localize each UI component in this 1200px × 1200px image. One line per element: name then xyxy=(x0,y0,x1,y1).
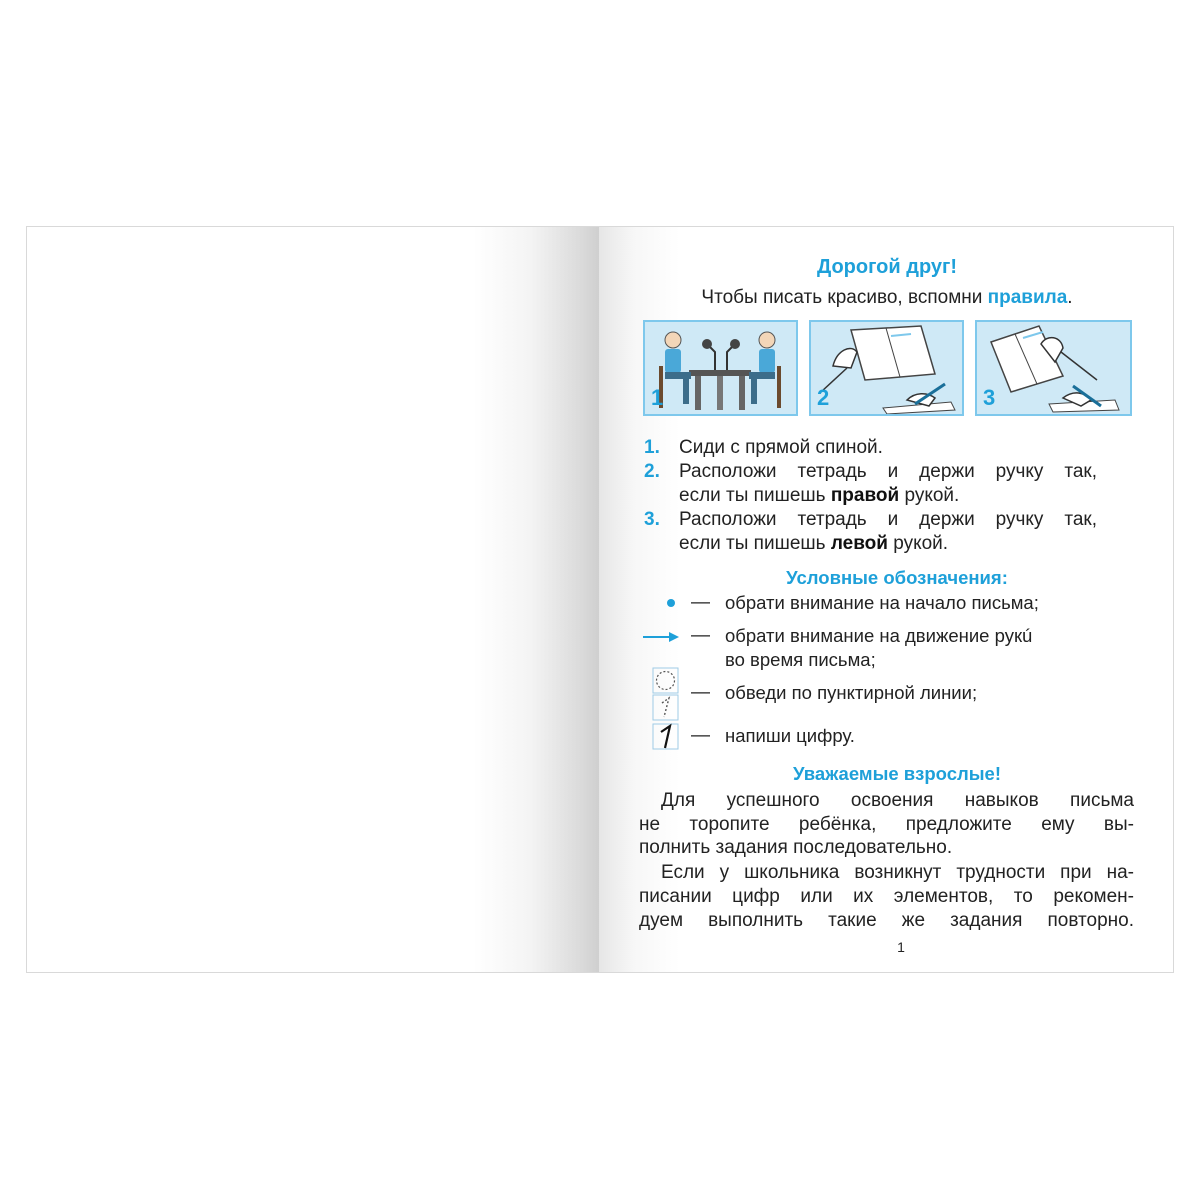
rule-3-line-2 xyxy=(679,533,948,555)
legend-dash-2: — xyxy=(691,625,710,646)
legend-title: Условные обозначения: xyxy=(786,567,1008,588)
panel-number-2: 2 xyxy=(817,385,830,410)
dotted-circle-icon xyxy=(652,667,680,721)
panel-number-3: 3 xyxy=(983,385,996,410)
legend-dash-1: — xyxy=(691,592,710,613)
adults-line-1: Для успешного освоения навыков письма xyxy=(661,790,1134,811)
rule-3-post: рукой. xyxy=(887,533,949,554)
panel-number-1: 1 xyxy=(651,385,664,410)
right-hand-notebook-icon xyxy=(811,322,962,414)
intro-text: Чтобы писать красиво, вспомни xyxy=(701,287,988,308)
rule-number-2: 2. xyxy=(644,461,660,482)
legend-text-2: обрати внимание на движение рукú xyxy=(725,625,1033,646)
intro-highlight: правила xyxy=(987,287,1068,308)
intro-line xyxy=(599,287,1174,309)
dot-icon xyxy=(667,599,675,607)
left-page xyxy=(27,227,599,972)
illustration-panel-3 xyxy=(975,320,1132,416)
rule-2-post: рукой. xyxy=(899,485,960,506)
rule-2-pre: если ты пишешь xyxy=(679,485,831,506)
right-page xyxy=(599,227,1174,972)
adults-line-6: дуем выполнить такие же задания повторно. xyxy=(639,910,1134,931)
children-at-desks-icon xyxy=(645,322,796,414)
rule-number-3: 3. xyxy=(644,509,660,530)
page-heading: Дорогой друг! xyxy=(816,256,958,278)
left-hand-notebook-icon xyxy=(977,322,1130,414)
rule-number-1: 1. xyxy=(644,437,660,458)
book-spread xyxy=(26,226,1174,973)
illustration-panel-2 xyxy=(809,320,964,416)
arrow-icon xyxy=(643,631,679,643)
legend-dash-4: — xyxy=(691,725,710,746)
legend-text-4: напиши цифру. xyxy=(725,725,855,746)
rule-1-text: Сиди с прямой спиной. xyxy=(679,437,883,458)
page-number: 1 xyxy=(897,939,905,955)
intro-end: . xyxy=(1067,287,1073,308)
legend-text-2b: во время письма; xyxy=(725,649,876,670)
rule-2-line-2 xyxy=(679,485,959,507)
legend-dash-3: — xyxy=(691,682,710,703)
adults-line-3: полнить задания последовательно. xyxy=(639,837,953,858)
rule-3-pre: если ты пишешь xyxy=(679,533,831,554)
legend-text-3: обведи по пунктирной линии; xyxy=(725,682,978,703)
rule-2-line-1: Расположи тетрадь и держи ручку так, xyxy=(679,461,1097,482)
adults-title: Уважаемые взрослые! xyxy=(792,763,1002,784)
rule-2-bold: правой xyxy=(830,485,900,506)
digit-one-icon xyxy=(652,723,680,751)
rule-3-bold: левой xyxy=(830,533,888,554)
adults-line-4: Если у школьника возникнут трудности при на- xyxy=(661,862,1134,883)
rule-3-line-1: Расположи тетрадь и держи ручку так, xyxy=(679,509,1097,530)
adults-line-2: не торопите ребёнка, предложите ему вы- xyxy=(639,814,1134,835)
illustration-panel-1 xyxy=(643,320,798,416)
legend-text-1: обрати внимание на начало письма; xyxy=(725,592,1039,613)
adults-line-5: писании цифр или их элементов, то рекомен- xyxy=(639,886,1134,907)
